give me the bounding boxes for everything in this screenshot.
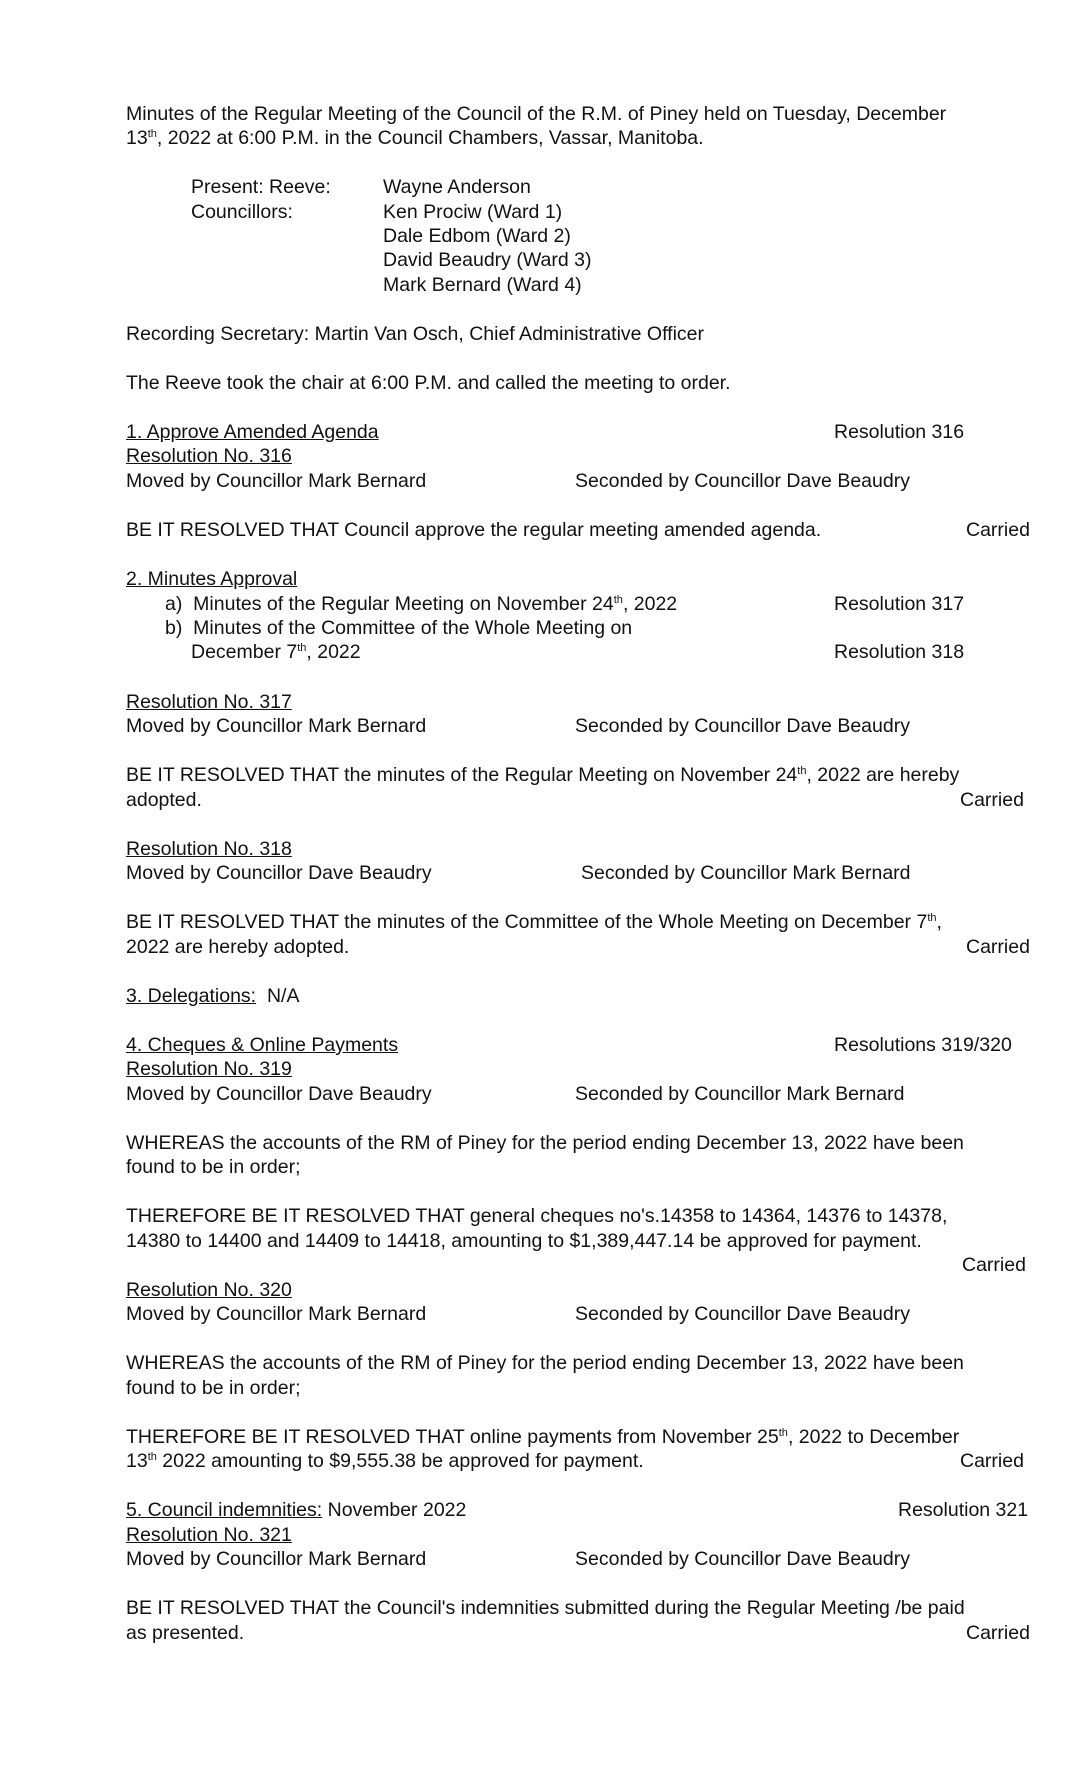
resolution-321-status: Carried xyxy=(966,1622,1030,1644)
minutes-item-b-ref: Resolution 318 xyxy=(834,641,965,663)
resolution-317-status: Carried xyxy=(960,789,1024,811)
section-5-line xyxy=(126,1498,466,1523)
minutes-item-a-ref: Resolution 317 xyxy=(834,593,965,615)
resolution-316-moved: Moved by Councillor Mark Bernard xyxy=(126,470,427,492)
resolution-318-status: Carried xyxy=(966,936,1030,958)
resolution-320-therefore: THEREFORE BE IT RESOLVED THAT online payments from November 25th, 2022 to December xyxy=(126,1426,960,1448)
section-3-line xyxy=(126,984,299,1009)
resolution-317-label: Resolution No. 317 xyxy=(126,691,292,713)
resolution-319-seconded: Seconded by Councillor Mark Bernard xyxy=(575,1083,905,1105)
minutes-item-b-date: December 7th, 2022 xyxy=(191,641,361,663)
opening-statement: The Reeve took the chair at 6:00 P.M. and called the meeting to order. xyxy=(126,372,731,394)
resolution-316-label: Resolution No. 316 xyxy=(126,445,292,467)
resolution-320-moved: Moved by Councillor Mark Bernard xyxy=(126,1303,427,1325)
resolution-320-status: Carried xyxy=(960,1450,1024,1472)
resolution-320-whereas-2: found to be in order; xyxy=(126,1377,301,1399)
resolution-319-status: Carried xyxy=(962,1254,1026,1276)
resolution-317-moved: Moved by Councillor Mark Bernard xyxy=(126,715,427,737)
resolution-319-whereas-2: found to be in order; xyxy=(126,1156,301,1178)
resolution-317-text: BE IT RESOLVED THAT the minutes of the Regular Meeting on November 24th, 2022 are hereby xyxy=(126,764,960,786)
resolution-318-seconded: Seconded by Councillor Mark Bernard xyxy=(581,862,911,884)
section-2-heading: 2. Minutes Approval xyxy=(126,568,298,590)
councillor-name: Mark Bernard (Ward 4) xyxy=(383,274,582,296)
councillor-name: Ken Prociw (Ward 1) xyxy=(383,201,563,223)
resolution-318-text-2: 2022 are hereby adopted. xyxy=(126,936,350,958)
resolution-317-seconded: Seconded by Councillor Dave Beaudry xyxy=(575,715,910,737)
reeve-name: Wayne Anderson xyxy=(383,176,531,198)
resolution-318-moved: Moved by Councillor Dave Beaudry xyxy=(126,862,432,884)
councillor-name: David Beaudry (Ward 3) xyxy=(383,249,592,271)
recording-secretary: Recording Secretary: Martin Van Osch, Chief Administrative Officer xyxy=(126,323,705,345)
section-5-heading: 5. Council indemnities: xyxy=(126,1499,323,1521)
reeve-label: Present: Reeve: xyxy=(191,176,331,198)
resolution-319-moved: Moved by Councillor Dave Beaudry xyxy=(126,1083,432,1105)
resolution-316-seconded: Seconded by Councillor Dave Beaudry xyxy=(575,470,910,492)
resolution-321-moved: Moved by Councillor Mark Bernard xyxy=(126,1548,427,1570)
section-1-heading: 1. Approve Amended Agenda xyxy=(126,421,379,443)
section-4-heading: 4. Cheques & Online Payments xyxy=(126,1034,399,1056)
header-line-2: 13th, 2022 at 6:00 P.M. in the Council Chambers, Vassar, Manitoba. xyxy=(126,127,704,149)
resolution-319-label: Resolution No. 319 xyxy=(126,1058,292,1080)
section-3-value: N/A xyxy=(266,985,300,1007)
resolution-321-text-2: as presented. xyxy=(126,1622,245,1644)
resolution-317-text-2: adopted. xyxy=(126,789,202,811)
resolution-321-label: Resolution No. 321 xyxy=(126,1524,292,1546)
councillor-name: Dale Edbom (Ward 2) xyxy=(383,225,571,247)
resolution-321-seconded: Seconded by Councillor Dave Beaudry xyxy=(575,1548,910,1570)
resolution-321-text: BE IT RESOLVED THAT the Council's indemnities submitted during the Regular Meeting /be paid xyxy=(126,1597,965,1619)
section-4-resolution-ref: Resolutions 319/320 xyxy=(834,1034,1012,1056)
section-5-period: November 2022 xyxy=(322,1499,467,1521)
resolution-320-therefore-2: 13th 2022 amounting to $9,555.38 be approved for payment. xyxy=(126,1450,644,1472)
resolution-319-therefore-2: 14380 to 14400 and 14409 to 14418, amounting to $1,389,447.14 be approved for payment. xyxy=(126,1230,922,1252)
section-3-heading: 3. Delegations: xyxy=(126,985,257,1007)
header-line-1: Minutes of the Regular Meeting of the Council of the R.M. of Piney held on Tuesday, December xyxy=(126,103,947,125)
resolution-319-whereas: WHEREAS the accounts of the RM of Piney for the period ending December 13, 2022 have been xyxy=(126,1132,964,1154)
section-5-resolution-ref: Resolution 321 xyxy=(898,1499,1029,1521)
resolution-318-label: Resolution No. 318 xyxy=(126,838,292,860)
councillors-label: Councillors: xyxy=(191,201,293,223)
resolution-318-text: BE IT RESOLVED THAT the minutes of the Committee of the Whole Meeting on December 7th, xyxy=(126,911,942,933)
minutes-item-a: a) Minutes of the Regular Meeting on November 24th, 2022 xyxy=(165,593,678,615)
resolution-320-seconded: Seconded by Councillor Dave Beaudry xyxy=(575,1303,910,1325)
resolution-316-text: BE IT RESOLVED THAT Council approve the regular meeting amended agenda. xyxy=(126,519,822,541)
resolution-320-whereas: WHEREAS the accounts of the RM of Piney for the period ending December 13, 2022 have been xyxy=(126,1352,964,1374)
section-1-resolution-ref: Resolution 316 xyxy=(834,421,965,443)
resolution-320-label: Resolution No. 320 xyxy=(126,1279,292,1301)
resolution-316-status: Carried xyxy=(966,519,1030,541)
resolution-319-therefore: THEREFORE BE IT RESOLVED THAT general cheques no's.14358 to 14364, 14376 to 14378, xyxy=(126,1205,948,1227)
minutes-item-b: b) Minutes of the Committee of the Whole Meeting on xyxy=(165,617,633,639)
